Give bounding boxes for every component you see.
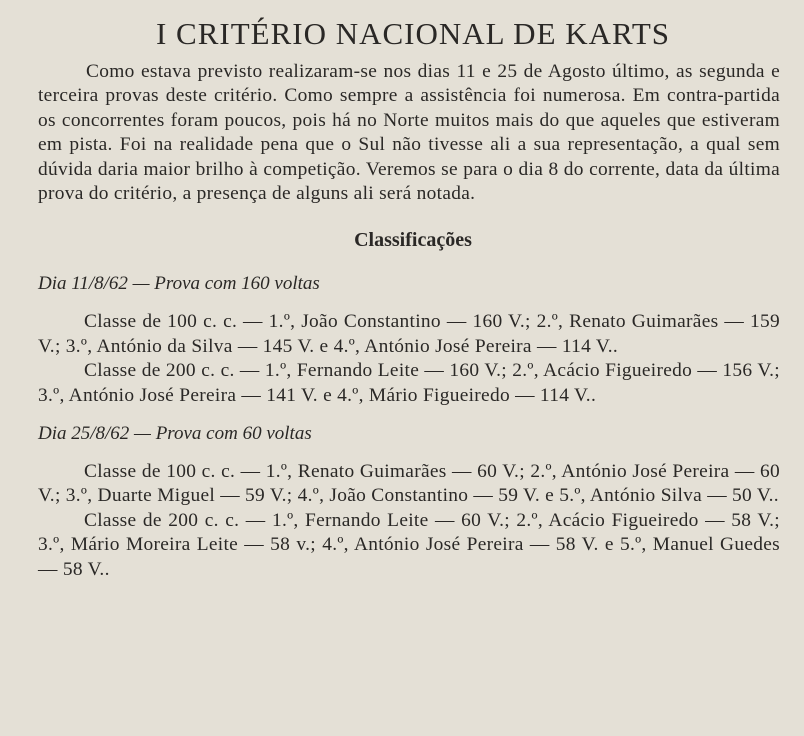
race-day-1 bbox=[38, 272, 780, 408]
class-200cc-result: Classe de 200 c. c. — 1.º, Fernando Leite — 60 V.; 2.º, Acácio Figueiredo — 58 V.; 3.º, Mário Moreira Leite — 58 v.; 4.º, António José Pereira — 58 V. e 5.º, Manuel Guedes — 58 V.. bbox=[38, 509, 780, 580]
article-title: I CRITÉRIO NACIONAL DE KARTS bbox=[155, 16, 671, 51]
intro-paragraph: Como estava previsto realizaram-se nos dias 11 e 25 de Agosto último, as segunda e terceira provas deste critério. Como sempre a assistência foi numerosa. Em contra-partida os concorrentes foram poucos, pois há no Norte muitos mais do que aqueles que estiveram em pista. Foi na realidade pena que o Sul não tivesse ali a sua representação, a qual sem dúvida daria maior brilho à competição. Veremos se para o dia 8 do corrente, data da última prova do critério, a presença de alguns ali será notada. bbox=[38, 61, 780, 205]
class-200cc-result: Classe de 200 c. c. — 1.º, Fernando Leite — 160 V.; 2.º, Acácio Figueiredo — 156 V.; 3.º, António José Pereira — 141 V. e 4.º, Mário Figueiredo — 114 V.. bbox=[38, 360, 780, 406]
race-day-header: Dia 11/8/62 — Prova com 160 voltas bbox=[38, 273, 320, 295]
class-100cc-result: Classe de 100 c. c. — 1.º, Renato Guimarães — 60 V.; 2.º, António José Pereira — 60 V.; 3.º, Duarte Miguel — 59 V.; 4.º, João Constantino — 59 V. e 5.º, António Silva — 50 V.. bbox=[38, 461, 780, 507]
race-day-2 bbox=[38, 422, 780, 582]
class-100cc-result: Classe de 100 c. c. — 1.º, João Constantino — 160 V.; 2.º, Renato Guimarães — 159 V.; 3.º, António da Silva — 145 V. e 4.º, António José Pereira — 114 V.. bbox=[38, 311, 780, 357]
classifications-heading: Classificações bbox=[354, 229, 472, 252]
race-day-header: Dia 25/8/62 — Prova com 60 voltas bbox=[38, 423, 312, 445]
